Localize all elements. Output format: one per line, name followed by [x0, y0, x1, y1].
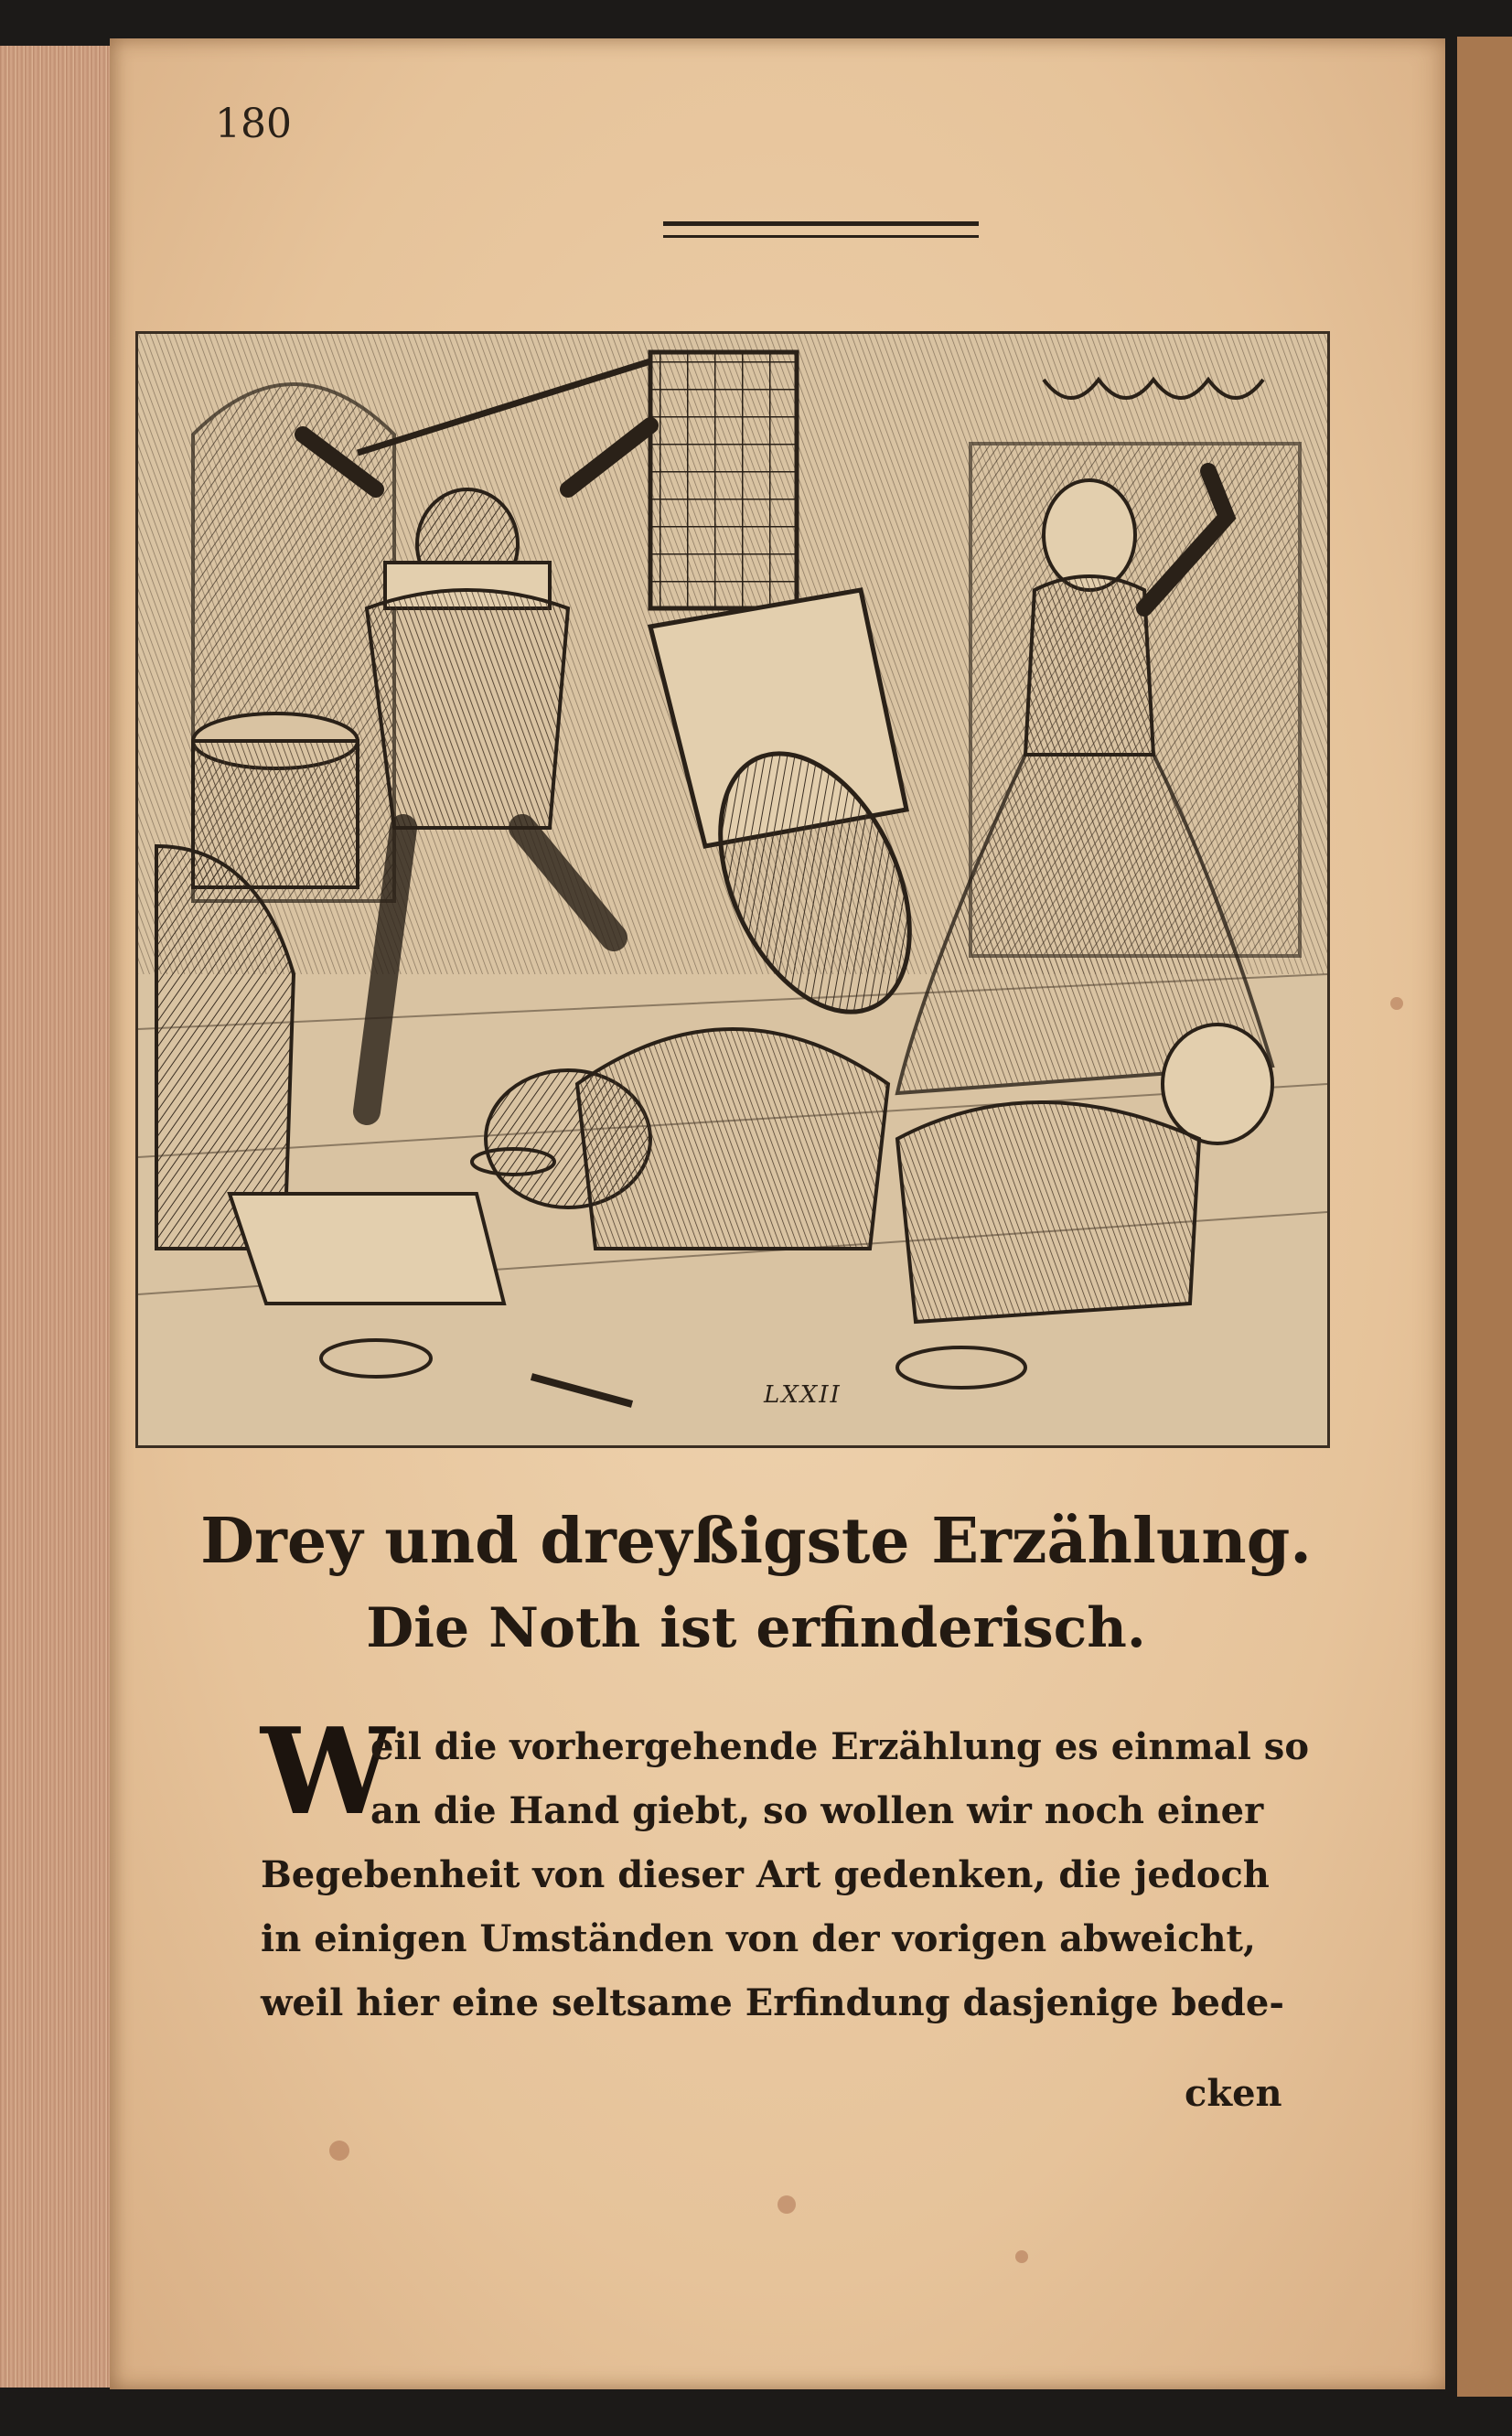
- chapter-subtitle: Die Noth ist erfinderisch.: [366, 1596, 1146, 1660]
- body-line: weil hier eine seltsame Erfindung dasjenige bede-: [261, 1981, 1284, 2024]
- book-cover-edge: [1457, 37, 1512, 2397]
- paper-stain: [329, 2141, 349, 2161]
- engraving-illustration: [135, 331, 1330, 1448]
- body-line: eil die vorhergehende Erzählung es einmal so: [370, 1725, 1309, 1768]
- header-rule: [663, 221, 979, 238]
- paper-stain: [777, 2195, 796, 2214]
- body-line: an die Hand giebt, so wollen wir noch einer: [370, 1789, 1264, 1832]
- body-paragraph: [261, 1715, 1309, 2035]
- paper-stain: [1015, 2250, 1028, 2263]
- chapter-title: Drey und dreyßigste Erzählung.: [200, 1505, 1312, 1578]
- paper-stain: [1390, 997, 1403, 1010]
- drop-cap: W: [261, 1701, 394, 1841]
- plate-number: LXXII: [764, 1381, 842, 1409]
- catchword: cken: [1185, 2072, 1282, 2115]
- page-number: 180: [215, 101, 292, 147]
- body-line: in einigen Umständen von der vorigen abweicht,: [261, 1917, 1256, 1960]
- body-line: Begebenheit von dieser Art gedenken, die jedoch: [261, 1853, 1270, 1896]
